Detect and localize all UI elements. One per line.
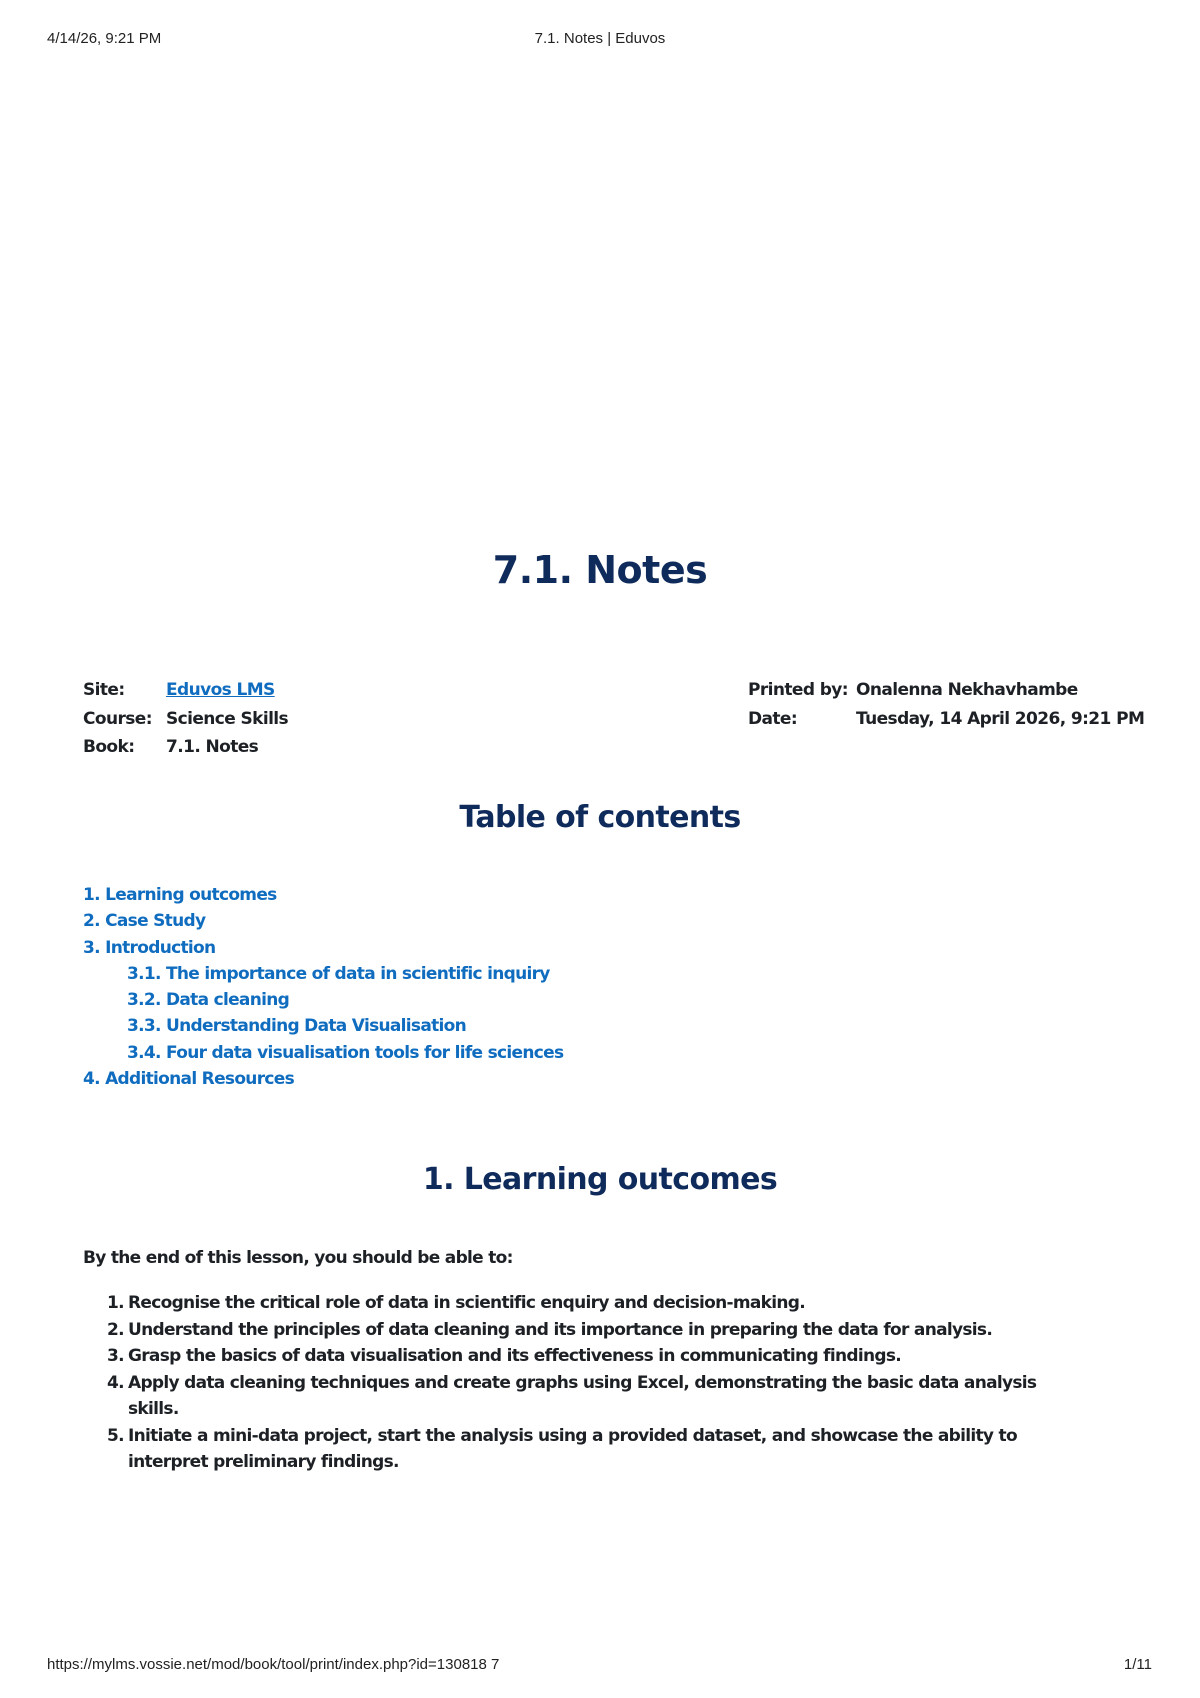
book-value: 7.1. Notes xyxy=(166,737,259,757)
toc-link-understanding-data-visualisation[interactable]: 3.3. Understanding Data Visualisation xyxy=(127,1016,467,1037)
print-page-title: 7.1. Notes | Eduvos xyxy=(534,30,666,47)
table-of-contents xyxy=(83,882,983,1092)
toc-link-additional-resources[interactable]: 4. Additional Resources xyxy=(83,1069,295,1090)
print-datetime: 4/14/26, 9:21 PM xyxy=(47,30,162,47)
site-label: Site: xyxy=(83,680,125,700)
list-item-number: 3. xyxy=(107,1346,124,1366)
course-value: Science Skills xyxy=(166,708,289,729)
date-value: Tuesday, 14 April 2026, 9:21 PM xyxy=(856,708,1145,729)
book-label: Book: xyxy=(83,737,135,757)
book-title: 7.1. Notes xyxy=(492,548,708,592)
meta-left-block xyxy=(83,676,643,762)
meta-book-row xyxy=(83,733,643,762)
list-item-number: 5. xyxy=(107,1425,124,1446)
printed-by-label: Printed by: xyxy=(748,680,848,700)
list-item-text: Understand the principles of data cleaning and its importance in preparing the data for analysis. xyxy=(128,1319,993,1340)
site-link[interactable]: Eduvos LMS xyxy=(166,680,275,700)
list-item-text: Apply data cleaning techniques and create graphs using Excel, demonstrating the basic data analysis skills. xyxy=(128,1372,1037,1419)
meta-date-row xyxy=(748,705,1168,734)
date-label: Date: xyxy=(748,708,798,729)
toc-link-case-study[interactable]: 2. Case Study xyxy=(83,911,206,932)
print-url: https://mylms.vossie.net/mod/book/tool/print/index.php?id=130818 7 xyxy=(47,1656,500,1673)
list-item-number: 1. xyxy=(107,1293,124,1313)
course-label: Course: xyxy=(83,708,152,729)
list-item xyxy=(83,1423,1043,1476)
toc-title: Table of contents xyxy=(459,800,741,835)
toc-link-importance-of-data[interactable]: 3.1. The importance of data in scientific inquiry xyxy=(127,963,550,984)
toc-link-four-visualisation-tools[interactable]: 3.4. Four data visualisation tools for life sciences xyxy=(127,1042,564,1063)
meta-course-row xyxy=(83,705,643,734)
meta-printed-by-row xyxy=(748,676,1168,705)
printed-by-value: Onalenna Nekhavhambe xyxy=(856,680,1078,700)
section-title-learning-outcomes: 1. Learning outcomes xyxy=(422,1162,778,1197)
list-item xyxy=(83,1290,1043,1317)
list-item-number: 4. xyxy=(107,1372,124,1393)
learning-outcomes-list xyxy=(83,1290,1043,1476)
toc-link-data-cleaning[interactable]: 3.2. Data cleaning xyxy=(127,990,290,1011)
list-item-number: 2. xyxy=(107,1319,124,1340)
meta-right-block xyxy=(748,676,1168,733)
print-page-number: 1/11 xyxy=(1123,1656,1152,1673)
list-item-text: Recognise the critical role of data in scientific enquiry and decision-making. xyxy=(128,1293,806,1313)
list-item xyxy=(83,1370,1043,1423)
list-item xyxy=(83,1343,1043,1370)
toc-link-introduction[interactable]: 3. Introduction xyxy=(83,937,216,958)
toc-link-learning-outcomes[interactable]: 1. Learning outcomes xyxy=(83,885,277,905)
section-intro: By the end of this lesson, you should be able to: xyxy=(83,1248,513,1268)
meta-site-row xyxy=(83,676,643,705)
list-item-text: Grasp the basics of data visualisation and its effectiveness in communicating findings. xyxy=(128,1346,902,1366)
list-item-text: Initiate a mini-data project, start the analysis using a provided dataset, and showcase the ability to interpret preliminary findings. xyxy=(128,1425,1017,1472)
list-item xyxy=(83,1317,1043,1344)
